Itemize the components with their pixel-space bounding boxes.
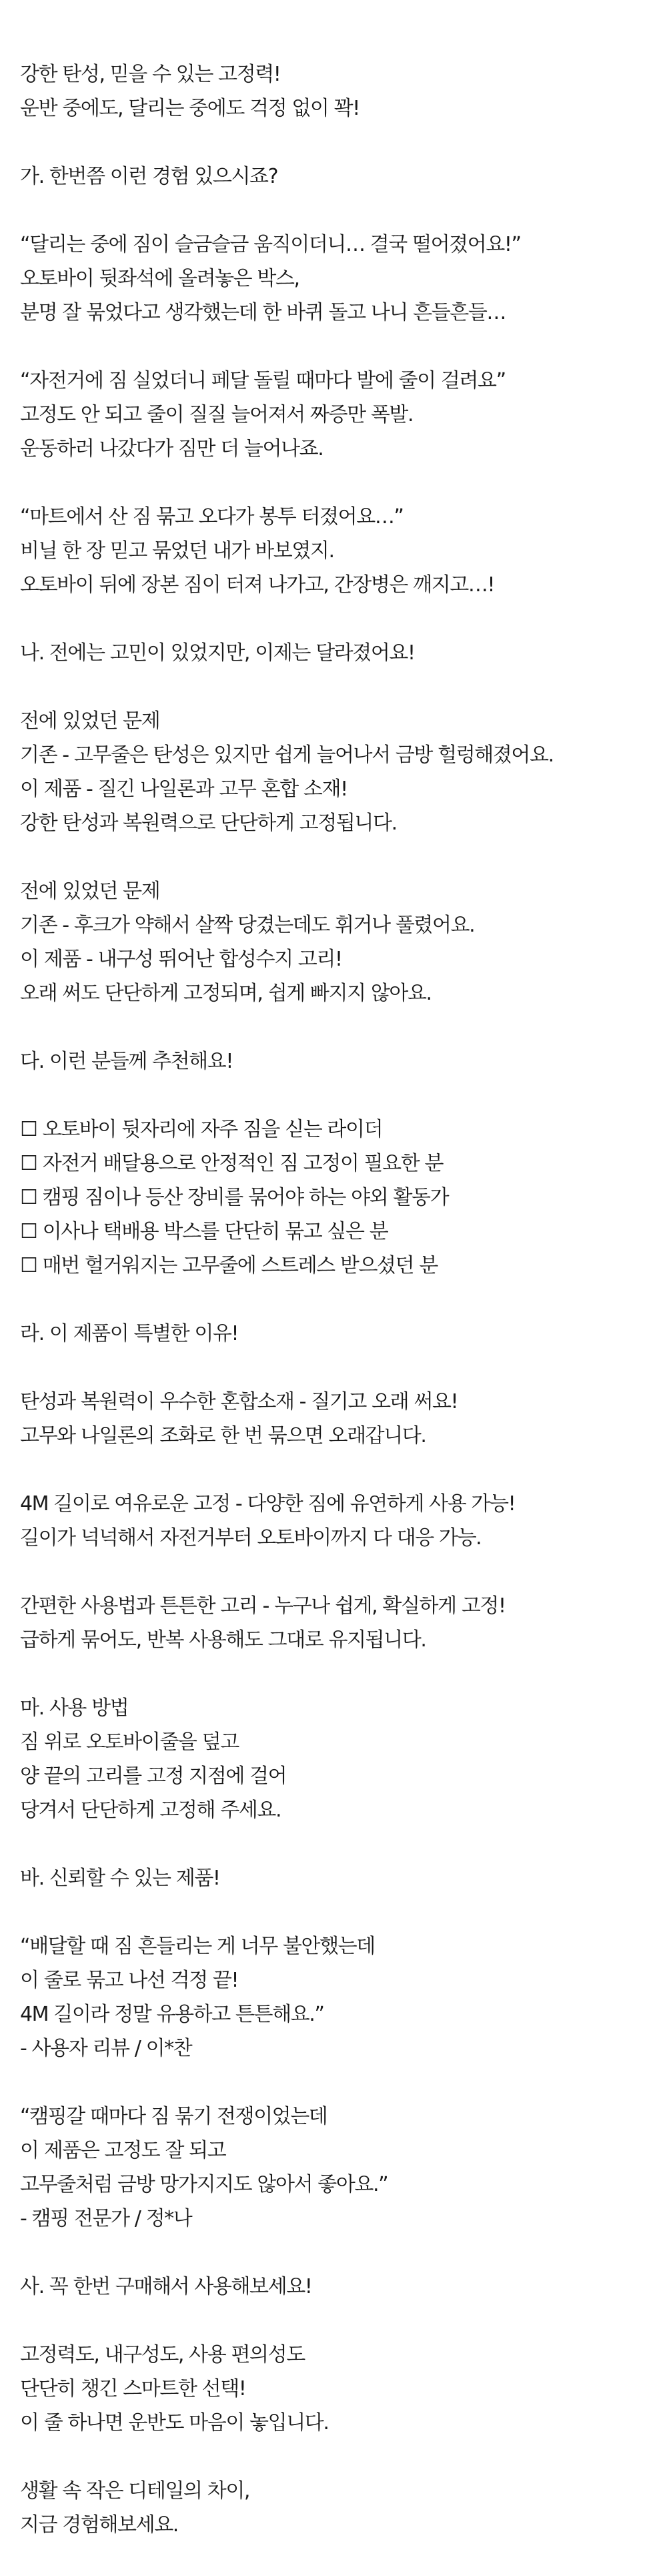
text-line: 고무줄처럼 금방 망가지지도 않아서 좋아요.” bbox=[20, 2173, 388, 2196]
text-line: “캠핑갈 때마다 짐 묶기 전쟁이었는데 bbox=[20, 2105, 327, 2128]
text-line: 간편한 사용법과 튼튼한 고리 - 누구나 쉽게, 확실하게 고정! bbox=[20, 1594, 506, 1618]
text-line: 지금 경험해보세요. bbox=[20, 2513, 178, 2537]
text-paragraph bbox=[20, 2338, 654, 2440]
text-line: 분명 잘 묶었다고 생각했는데 한 바퀴 돌고 나니 흔들흔들… bbox=[20, 301, 506, 324]
text-line: 이 제품 - 질긴 나일론과 고무 혼합 소재! bbox=[20, 777, 348, 801]
text-line: 이 줄로 묶고 나선 걱정 끝! bbox=[20, 1969, 239, 1992]
text-line: 전에 있었던 문제 bbox=[20, 880, 160, 903]
text-line: 고정력도, 내구성도, 사용 편의성도 bbox=[20, 2343, 305, 2366]
text-line: 양 끝의 고리를 고정 지점에 걸어 bbox=[20, 1764, 287, 1788]
text-line: ☐ 자전거 배달용으로 안정적인 짐 고정이 필요한 분 bbox=[20, 1152, 444, 1175]
text-paragraph bbox=[20, 1385, 654, 1453]
text-paragraph bbox=[20, 1691, 654, 1827]
text-line: 가. 한번쯤 이런 경험 있으시죠? bbox=[20, 165, 278, 188]
text-paragraph bbox=[20, 874, 654, 1010]
text-line: 길이가 넉넉해서 자전거부터 오토바이까지 다 대응 가능. bbox=[20, 1526, 482, 1550]
text-paragraph bbox=[20, 364, 654, 466]
text-line: 강한 탄성, 믿을 수 있는 고정력! bbox=[20, 63, 281, 86]
description-text-body bbox=[20, 57, 654, 2576]
text-line: 오래 써도 단단하게 고정되며, 쉽게 빠지지 않아요. bbox=[20, 982, 432, 1005]
text-paragraph bbox=[20, 1589, 654, 1657]
text-paragraph bbox=[20, 1929, 654, 2065]
text-paragraph bbox=[20, 1112, 654, 1283]
text-paragraph bbox=[20, 159, 654, 194]
text-line: 기존 - 후크가 약해서 살짝 당겼는데도 휘거나 풀렸어요. bbox=[20, 914, 475, 937]
text-line: “자전거에 짐 실었더니 페달 돌릴 때마다 발에 줄이 걸려요” bbox=[20, 369, 506, 392]
text-paragraph bbox=[20, 2474, 654, 2542]
text-paragraph bbox=[20, 500, 654, 602]
text-line: “배달할 때 짐 흔들리는 게 너무 불안했는데 bbox=[20, 1935, 375, 1958]
text-line: 4M 길이로 여유로운 고정 - 다양한 짐에 유연하게 사용 가능! bbox=[20, 1492, 516, 1516]
text-line: 비닐 한 장 믿고 묶었던 내가 바보였지. bbox=[20, 539, 334, 563]
text-line: 라. 이 제품이 특별한 이유! bbox=[20, 1322, 239, 1345]
text-line: 이 제품 - 내구성 뛰어난 합성수지 고리! bbox=[20, 948, 342, 971]
text-paragraph bbox=[20, 1317, 654, 1351]
text-line: 다. 이런 분들께 추천해요! bbox=[20, 1050, 233, 1073]
text-line: - 캠핑 전문가 / 정*나 bbox=[20, 2207, 192, 2230]
text-line: 오토바이 뒷좌석에 올려놓은 박스, bbox=[20, 267, 299, 290]
text-line: 나. 전에는 고민이 있었지만, 이제는 달라졌어요! bbox=[20, 641, 415, 665]
text-line: ☐ 오토바이 뒷자리에 자주 짐을 싣는 라이더 bbox=[20, 1118, 383, 1141]
text-paragraph bbox=[20, 1861, 654, 1895]
text-line: ☐ 캠핑 짐이나 등산 장비를 묶어야 하는 야외 활동가 bbox=[20, 1186, 449, 1209]
text-paragraph bbox=[20, 704, 654, 840]
text-line: 바. 신뢰할 수 있는 제품! bbox=[20, 1867, 220, 1890]
text-line: 급하게 묶어도, 반복 사용해도 그대로 유지됩니다. bbox=[20, 1628, 426, 1652]
text-line: 마. 사용 방법 bbox=[20, 1696, 129, 1720]
text-line: 생활 속 작은 디테일의 차이, bbox=[20, 2479, 250, 2503]
text-paragraph bbox=[20, 636, 654, 670]
text-line: 당겨서 단단하게 고정해 주세요. bbox=[20, 1799, 281, 1822]
text-paragraph bbox=[20, 1044, 654, 1078]
text-paragraph bbox=[20, 2100, 654, 2236]
text-line: 사. 꼭 한번 구매해서 사용해보세요! bbox=[20, 2275, 312, 2298]
text-line: 전에 있었던 문제 bbox=[20, 709, 160, 733]
text-line: 강한 탄성과 복원력으로 단단하게 고정됩니다. bbox=[20, 812, 397, 835]
text-line: 탄성과 복원력이 우수한 혼합소재 - 질기고 오래 써요! bbox=[20, 1390, 458, 1413]
text-line: 기존 - 고무줄은 탄성은 있지만 쉽게 늘어나서 금방 헐렁해졌어요. bbox=[20, 743, 554, 767]
text-line: 운반 중에도, 달리는 중에도 걱정 없이 꽉! bbox=[20, 97, 360, 120]
text-line: 4M 길이라 정말 유용하고 튼튼해요.” bbox=[20, 2003, 324, 2026]
text-line: ☐ 매번 헐거워지는 고무줄에 스트레스 받으셨던 분 bbox=[20, 1254, 438, 1277]
text-line: ☐ 이사나 택배용 박스를 단단히 묶고 싶은 분 bbox=[20, 1220, 388, 1243]
text-paragraph bbox=[20, 228, 654, 330]
text-line: 운동하러 나갔다가 짐만 더 늘어나죠. bbox=[20, 437, 323, 460]
text-line: 오토바이 뒤에 장본 짐이 터져 나가고, 간장병은 깨지고…! bbox=[20, 573, 495, 597]
text-line: 고정도 안 되고 줄이 질질 늘어져서 짜증만 폭발. bbox=[20, 403, 414, 426]
text-line: 고무와 나일론의 조화로 한 번 묶으면 오래갑니다. bbox=[20, 1424, 426, 1447]
text-paragraph bbox=[20, 1487, 654, 1555]
text-line: 짐 위로 오토바이줄을 덮고 bbox=[20, 1730, 239, 1754]
text-line: 이 줄 하나면 운반도 마음이 놓입니다. bbox=[20, 2411, 329, 2435]
text-line: 단단히 챙긴 스마트한 선택! bbox=[20, 2377, 246, 2400]
text-line: - 사용자 리뷰 / 이*찬 bbox=[20, 2037, 192, 2060]
text-paragraph bbox=[20, 57, 654, 125]
text-paragraph bbox=[20, 2270, 654, 2304]
text-line: “마트에서 산 짐 묶고 오다가 봉투 터졌어요…” bbox=[20, 505, 404, 529]
text-line: 이 제품은 고정도 잘 되고 bbox=[20, 2139, 226, 2162]
text-line: “달리는 중에 짐이 슬금슬금 움직이더니… 결국 떨어졌어요!” bbox=[20, 233, 521, 256]
